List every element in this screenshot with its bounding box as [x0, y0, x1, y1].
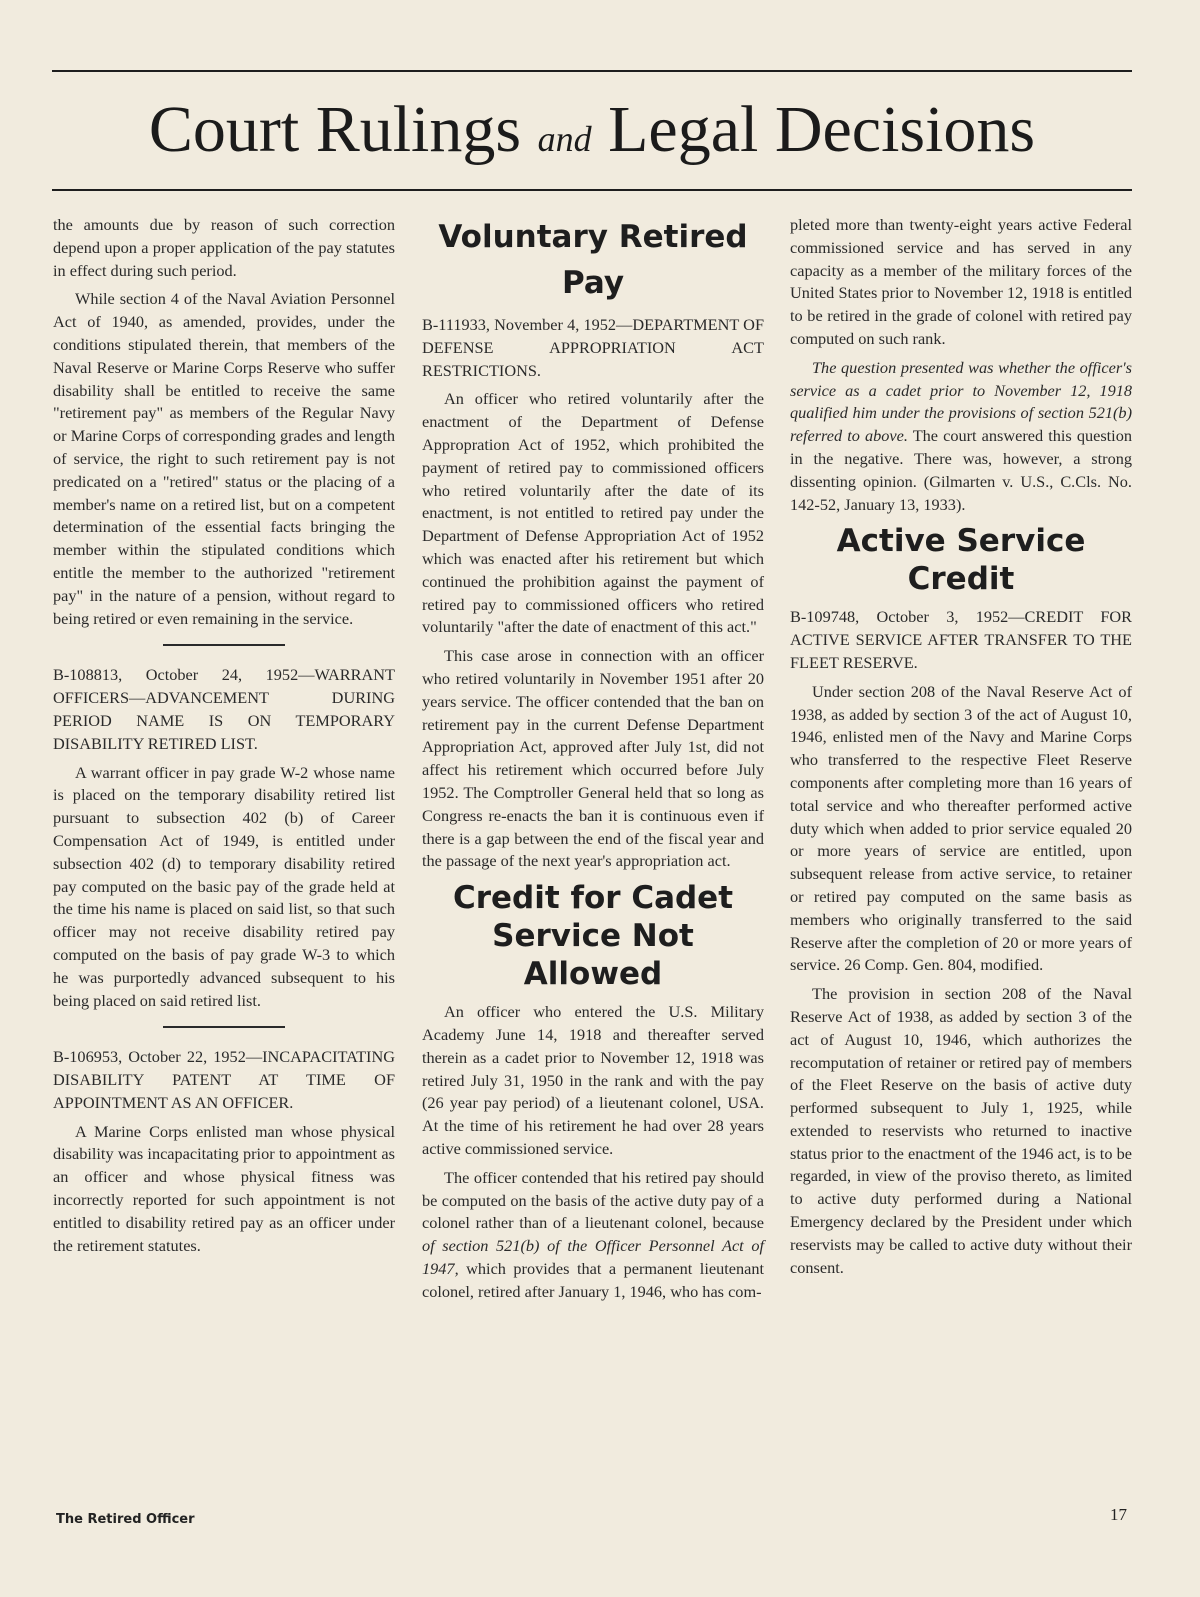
italic-reference: of section 521(b) of the Officer Personnel Act of 1947,: [422, 1236, 764, 1278]
title-part-1: Court Rulings: [148, 93, 522, 166]
paragraph: the amounts due by reason of such correction depend upon a proper application of the pay statutes in effect during such period.: [53, 215, 395, 280]
title-and: and: [537, 119, 592, 159]
paragraph: A Marine Corps enlisted man whose physical disability was incapacitating prior to appointment as an officer and whose physical fitness was incorrectly reported for such appointment is not entitled to disability retired pay as an officer under the retirement statutes.: [53, 1121, 395, 1255]
column-2: [422, 214, 764, 1309]
paragraph: [790, 357, 1132, 517]
section-divider: [163, 1026, 285, 1028]
decision-citation: B-108813, October 24, 1952—WARRANT OFFICERS—ADVANCEMENT DURING PERIOD NAME IS ON TEMPORARY DISABILITY RETIRED LIST.: [53, 665, 395, 753]
section-divider: [163, 644, 285, 646]
paragraph: While section 4 of the Naval Aviation Personnel Act of 1940, as amended, provides, under the conditions stipulated therein, that members of the Naval Reserve or Marine Corps Reserve who suffer disability shall be entitled to receive the same "retirement pay" as members of the Regular Navy or Marine Corps of corresponding grades and length of service, the right to such retirement pay is not predicated on a "retired" status or the placing of a member's name on a retired list, but on a competent determination of the essential facts bringing the member within the stipulated conditions which entitle the member to the authorized "retirement pay" in the nature of a pension, without regard to being retired or even remaining in the service.: [53, 289, 395, 628]
publication-name: The Retired Officer: [56, 1512, 195, 1527]
column-1: [53, 214, 395, 1263]
paragraph: Under section 208 of the Naval Reserve Act of 1938, as added by section 3 of the act of August 10, 1946, enlisted men of the Navy and Marine Corps who transferred to the respective Fleet Reserve components after completing more than 16 years of total service and who thereafter performed active duty which when added to prior service equaled 20 or more years of service are entitled, upon subsequent release from active service, to retainer or retired pay computed on the same basis as members who originally transferred to the said Reserve after the completion of 20 or more years of service. 26 Comp. Gen. 804, modified.: [790, 681, 1132, 975]
paragraph: pleted more than twenty-eight years active Federal commissioned service and has served in any capacity as a member of the military forces of the United States prior to November 12, 1918 is entitled to be retired in the grade of colonel with retired pay computed on such rank.: [790, 215, 1132, 348]
title-part-2: Legal Decisions: [608, 93, 1036, 166]
top-rule: [52, 70, 1132, 72]
section-heading: Active Service Credit: [836, 523, 1086, 598]
paragraph: [422, 1167, 764, 1304]
paragraph: An officer who entered the U.S. Military Academy June 14, 1918 and thereafter served therein as a cadet prior to November 12, 1918 was retired July 31, 1950 in the rank and with the pay (26 year pay period) of a lieutenant colonel, USA. At the time of his retirement he had over 28 years active commissioned service.: [422, 1002, 764, 1158]
section-heading: Credit for Cadet Service Not Allowed: [452, 880, 734, 993]
decision-citation: B-111933, November 4, 1952—DEPARTMENT OF DEFENSE APPROPRIATION ACT RESTRICTIONS.: [422, 315, 764, 380]
paragraph-text: The court answered this question in the negative. There was, however, a strong dissenting opinion. (Gilmarten v. U.S., C.Cls. No. 142-52, January 13, 1933).: [790, 426, 1132, 514]
paragraph: The provision in section 208 of the Naval Reserve Act of 1938, as added by section 3 of the act of August 10, 1946, which authorizes the recomputation of retainer or retired pay of members of the Fleet Reserve on the basis of active duty performed subsequent to July 1, 1925, while extended to reservists who returned to inactive status prior to the enactment of the 1946 act, is to be regarded, in view of the proviso thereto, as limited to active duty performed during a National Emergency declared by the President under which reservists may be called to active duty without their consent.: [790, 984, 1132, 1277]
page-number: 17: [1110, 1505, 1127, 1524]
title-rule: [52, 189, 1132, 191]
section-heading: Voluntary Retired Pay: [438, 219, 748, 301]
italic-question: The question presented was whether the officer's service as a cadet prior to November 12, 1918 qualified him under the provisions of section 521(b) referred to above.: [790, 357, 1132, 446]
paragraph: A warrant officer in pay grade W-2 whose name is placed on the temporary disability retired list pursuant to subsection 402 (b) of Career Compensation Act of 1949, is entitled under subsection 402 (d) to temporary disability retired pay computed on the basic pay of the grade held at the time his name is placed on said list, so that such officer may not receive disability retired pay computed on the basis of pay grade W-3 to which he was purportedly advanced subsequent to his being placed on said retired list.: [53, 762, 395, 1010]
paragraph-text: The officer contended that his retired pay should be computed on the basis of the active duty pay of a colonel rather than of a lieutenant colonel, because: [422, 1167, 764, 1233]
page-title: [52, 82, 1132, 187]
paragraph: This case arose in connection with an officer who retired voluntarily in November 1951 after 20 years service. The officer contended that the ban on retirement pay in the current Defense Department Appropriation Act, approved after July 1st, did not affect his retirement which occurred before July 1952. The Comptroller General held that so long as Congress re-enacts the ban it is continuous even if there is a gap between the end of the fiscal year and the passage of the next year's appropriation act.: [422, 646, 764, 871]
decision-citation: B-109748, October 3, 1952—CREDIT FOR ACTIVE SERVICE AFTER TRANSFER TO THE FLEET RESERVE.: [790, 607, 1132, 672]
paragraph: An officer who retired voluntarily after the enactment of the Department of Defense Appropration Act of 1952, which prohibited the payment of retired pay to commissioned officers who retired voluntarily after the date of its enactment, is not entitled to retired pay under the Department of Defense Appropriation Act of 1952 which was enacted after his retirement but which continued the prohibition against the payment of retired pay to commissioned officers who retired voluntarily "after the date of enactment of this act.": [422, 389, 764, 637]
paragraph-text: which provides that a permanent lieutenant colonel, retired after January 1, 1946, who has com-: [422, 1258, 764, 1301]
column-3: [790, 214, 1132, 1285]
decision-citation: B-106953, October 22, 1952—INCAPACITATING DISABILITY PATENT AT TIME OF APPOINTMENT AS AN OFFICER.: [53, 1047, 395, 1112]
